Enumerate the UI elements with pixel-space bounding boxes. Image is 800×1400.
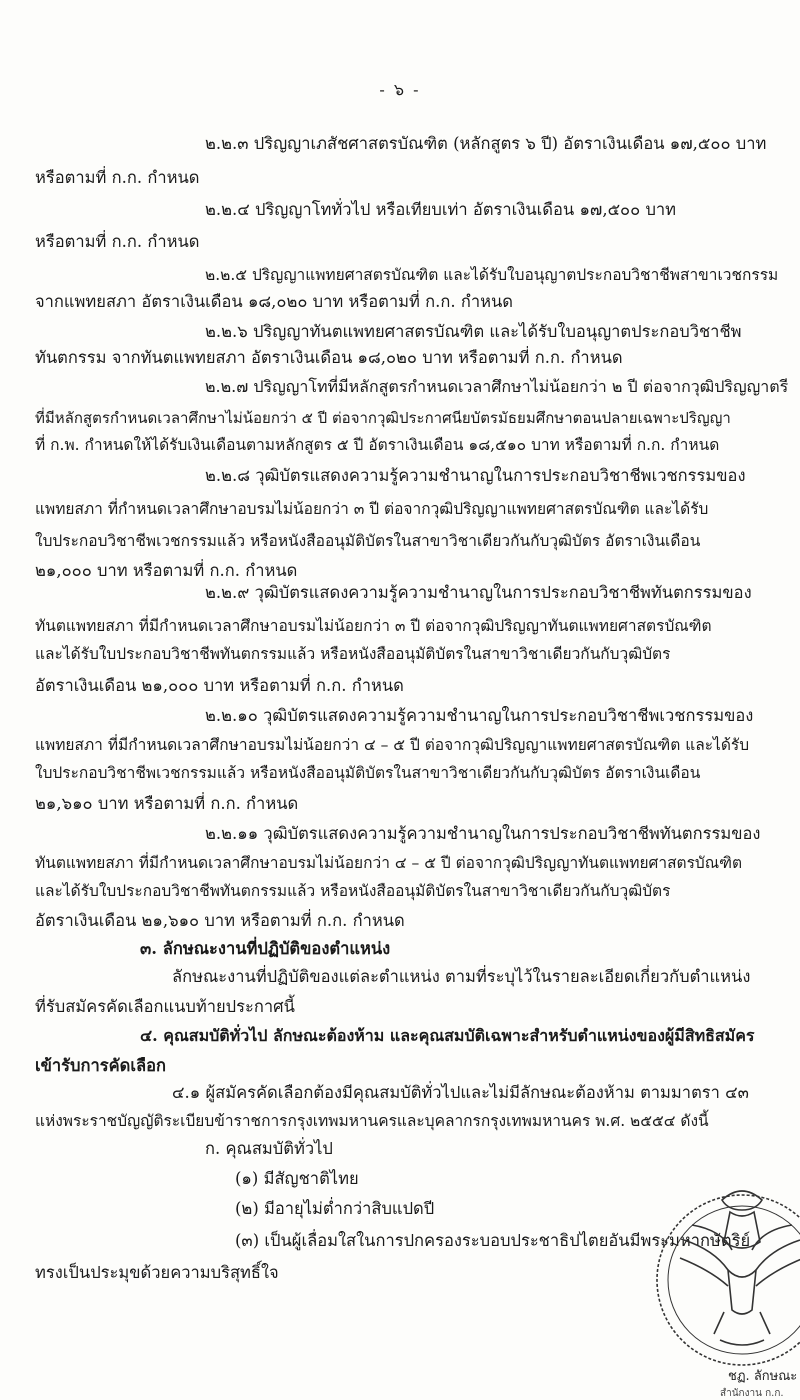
seal-stamp-text: สำนักงาน ก.ก. xyxy=(720,1388,784,1399)
item-2-2-9-line3: และได้รับใบประกอบวิชาชีพทันตกรรมแล้ว หรือหนังสืออนุมัติบัตรในสาขาวิชาเดียวกันกับวุฒิบัตร xyxy=(35,645,671,663)
item-4-1-line2: แห่งพระราชบัญญัติระเบียบข้าราชการกรุงเทพมหานครและบุคลากรกรุงเทพมหานคร พ.ศ. ๒๕๕๔ ดังนี้ xyxy=(35,1112,709,1130)
item-2-2-5-line2: จากแพทยสภา อัตราเงินเดือน ๑๘,๐๒๐ บาท หรือตามที่ ก.ก. กำหนด xyxy=(35,292,513,311)
item-2-2-11-line2: ทันตแพทยสภา ที่มีกำหนดเวลาศึกษาอบรมไม่น้อยกว่า ๔ – ๕ ปี ต่อจากวุฒิปริญญาทันตแพทยศาสตรบัณฑิต xyxy=(35,854,743,872)
item-4-1-line1: ๔.๑ ผู้สมัครคัดเลือกต้องมีคุณสมบัติทั่วไปและไม่มีลักษณะต้องห้าม ตามมาตรา ๔๓ xyxy=(172,1083,749,1102)
item-2-2-9-line2: ทันตแพทยสภา ที่มีกำหนดเวลาศึกษาอบรมไม่น้อยกว่า ๓ ปี ต่อจากวุฒิปริญญาทันตแพทยศาสตรบัณฑิต xyxy=(35,617,712,635)
item-2-2-7-line2: ที่มีหลักสูตรกำหนดเวลาศึกษาไม่น้อยกว่า ๕ ปี ต่อจากวุฒิประกาศนียบัตรมัธยมศึกษาตอนปลายเฉพาะปริญญา xyxy=(35,409,731,427)
section-3-heading: ๓. ลักษณะงานที่ปฏิบัติของตำแหน่ง xyxy=(140,939,391,958)
item-2-2-9-line4: อัตราเงินเดือน ๒๑,๐๐๐ บาท หรือตามที่ ก.ก. กำหนด xyxy=(35,676,404,695)
item-2-2-10-line4: ๒๑,๖๑๐ บาท หรือตามที่ ก.ก. กำหนด xyxy=(35,794,299,813)
item-2-2-10-line1: ๒.๒.๑๐ วุฒิบัตรแสดงความรู้ความชำนาญในการประกอบวิชาชีพเวชกรรมของ xyxy=(205,706,754,725)
item-2-2-11-line4: อัตราเงินเดือน ๒๑,๖๑๐ บาท หรือตามที่ ก.ก. กำหนด xyxy=(35,911,405,930)
item-2-2-8-line4: ๒๑,๐๐๐ บาท หรือตามที่ ก.ก. กำหนด xyxy=(35,561,298,580)
item-2-2-9-line1: ๒.๒.๙ วุฒิบัตรแสดงความรู้ความชำนาญในการประกอบวิชาชีพทันตกรรมของ xyxy=(205,583,752,602)
section-3-body-line1: ลักษณะงานที่ปฏิบัติของแต่ละตำแหน่ง ตามที่ระบุไว้ในรายละเอียดเกี่ยวกับตำแหน่ง xyxy=(172,967,751,986)
section-4-heading-line2: เข้ารับการคัดเลือก xyxy=(35,1056,167,1075)
item-2-2-5-line1: ๒.๒.๕ ปริญญาแพทยศาสตรบัณฑิต และได้รับใบอนุญาตประกอบวิชาชีพสาขาเวชกรรม xyxy=(205,266,779,284)
item-2-2-4-line2: หรือตามที่ ก.ก. กำหนด xyxy=(35,232,200,251)
item-4-1-a-1: (๑) มีสัญชาติไทย xyxy=(235,1169,359,1188)
item-4-1-a-heading: ก. คุณสมบัติทั่วไป xyxy=(205,1139,333,1158)
item-4-1-a-3: (๓) เป็นผู้เลื่อมใสในการปกครองระบอบประชาธิปไตยอันมีพระมหากษัตริย์ xyxy=(235,1231,751,1250)
page-number: - ๖ - xyxy=(379,80,421,99)
item-2-2-10-line2: แพทยสภา ที่มีกำหนดเวลาศึกษาอบรมไม่น้อยกว่า ๔ – ๕ ปี ต่อจากวุฒิปริญญาแพทยศาสตรบัณฑิต และได้รับ xyxy=(35,736,750,754)
item-2-2-3-line2: หรือตามที่ ก.ก. กำหนด xyxy=(35,168,200,187)
item-2-2-11-line3: และได้รับใบประกอบวิชาชีพทันตกรรมแล้ว หรือหนังสืออนุมัติบัตรในสาขาวิชาเดียวกันกับวุฒิบัตร xyxy=(35,882,671,900)
garuda-seal-icon xyxy=(632,1130,800,1400)
item-4-1-a-3-continued: ทรงเป็นประมุขด้วยความบริสุทธิ์ใจ xyxy=(35,1263,279,1282)
section-3-body-line2: ที่รับสมัครคัดเลือกแนบท้ายประกาศนี้ xyxy=(35,997,295,1016)
item-2-2-10-line3: ใบประกอบวิชาชีพเวชกรรมแล้ว หรือหนังสืออนุมัติบัตรในสาขาวิชาเดียวกันกับวุฒิบัตร อัตราเงินเดือน xyxy=(35,764,701,782)
item-2-2-8-line2: แพทยสภา ที่กำหนดเวลาศึกษาอบรมไม่น้อยกว่า ๓ ปี ต่อจากวุฒิปริญญาแพทยศาสตรบัณฑิต และได้รับ xyxy=(35,500,709,518)
item-2-2-6-line1: ๒.๒.๖ ปริญญาทันตแพทยศาสตรบัณฑิต และได้รับใบอนุญาตประกอบวิชาชีพ xyxy=(205,322,742,341)
item-2-2-3-line1: ๒.๒.๓ ปริญญาเภสัชศาสตรบัณฑิต (หลักสูตร ๖ ปี) อัตราเงินเดือน ๑๗,๕๐๐ บาท xyxy=(205,134,767,153)
item-2-2-7-line3: ที่ ก.พ. กำหนดให้ได้รับเงินเดือนตามหลักสูตร ๕ ปี อัตราเงินเดือน ๑๘,๕๑๐ บาท หรือตามที่ ก.ก. กำหนด xyxy=(35,436,720,454)
item-2-2-7-line1: ๒.๒.๗ ปริญญาโทที่มีหลักสูตรกำหนดเวลาศึกษาไม่น้อยกว่า ๒ ปี ต่อจากวุฒิปริญญาตรี xyxy=(205,377,789,396)
item-2-2-8-line1: ๒.๒.๘ วุฒิบัตรแสดงความรู้ความชำนาญในการประกอบวิชาชีพเวชกรรมของ xyxy=(205,466,746,485)
item-2-2-6-line2: ทันตกรรม จากทันตแพทยสภา อัตราเงินเดือน ๑๘,๐๒๐ บาท หรือตามที่ ก.ก. กำหนด xyxy=(35,348,623,367)
section-4-heading-line1: ๔. คุณสมบัติทั่วไป ลักษณะต้องห้าม และคุณสมบัติเฉพาะสำหรับตำแหน่งของผู้มีสิทธิสมัคร xyxy=(140,1026,755,1045)
item-2-2-11-line1: ๒.๒.๑๑ วุฒิบัตรแสดงความรู้ความชำนาญในการประกอบวิชาชีพทันตกรรมของ xyxy=(205,824,761,843)
seal-signature: ชฏ. ลักษณะ xyxy=(728,1369,798,1384)
item-2-2-8-line3: ใบประกอบวิชาชีพเวชกรรมแล้ว หรือหนังสืออนุมัติบัตรในสาขาวิชาเดียวกันกับวุฒิบัตร อัตราเงินเดือน xyxy=(35,532,701,550)
item-4-1-a-2: (๒) มีอายุไม่ต่ำกว่าสิบแปดปี xyxy=(235,1199,435,1218)
item-2-2-4-line1: ๒.๒.๔ ปริญญาโททั่วไป หรือเทียบเท่า อัตราเงินเดือน ๑๗,๕๐๐ บาท xyxy=(205,200,677,219)
